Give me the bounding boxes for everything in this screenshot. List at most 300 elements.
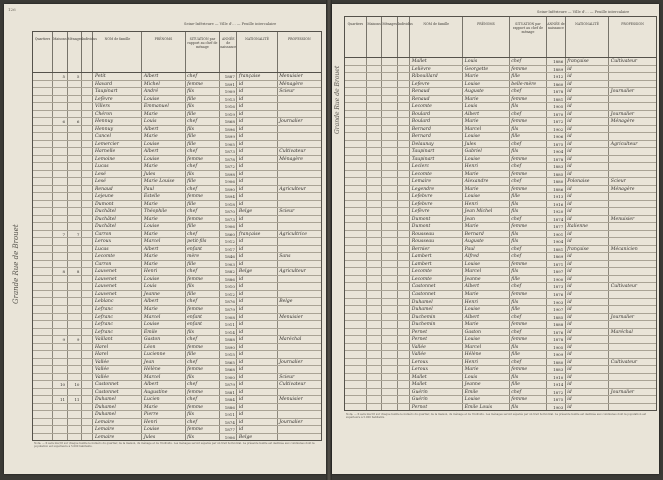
cell-maison <box>53 351 67 358</box>
cell-situation: femme <box>510 336 547 343</box>
table-row <box>33 321 321 329</box>
cell-menage <box>68 426 82 433</box>
cell-prenoms: Marcel <box>142 374 185 381</box>
cell-nationalite: id <box>566 163 610 170</box>
cell-annee: 1900 <box>220 374 237 381</box>
cell-quartier <box>345 216 367 223</box>
cell-annee: 1860 <box>547 81 566 88</box>
cell-individu <box>82 404 94 411</box>
cell-profession: Agricultrice <box>279 231 307 237</box>
cell-profession: Journalier <box>610 314 635 320</box>
cell-situation: fille <box>510 276 547 283</box>
cell-profession: Ménagère <box>279 156 303 162</box>
cell-prenoms: Jeanne <box>142 291 185 298</box>
table-row <box>33 111 321 119</box>
cell-situation: fille <box>186 261 221 268</box>
cell-menage <box>68 133 82 140</box>
cell-annee: 1875 <box>547 396 566 403</box>
cell-prenoms: Marie <box>142 231 185 238</box>
table-row <box>33 434 321 441</box>
cell-quartier <box>345 291 367 298</box>
cell-maison <box>53 163 67 170</box>
cell-nationalite: id <box>566 253 610 260</box>
cell-profession: Cultivateur <box>279 382 306 388</box>
cell-nationalite: id <box>566 374 610 381</box>
cell-individu <box>398 193 410 200</box>
cell-annee: 1883 <box>547 366 566 373</box>
cell-profession <box>609 238 656 245</box>
cell-annee: 1912 <box>220 238 237 245</box>
cell-prenoms: Bernard <box>463 231 510 238</box>
cell-profession: Agriculteur <box>279 186 306 192</box>
cell-quartier <box>33 111 53 118</box>
cell-prenoms: Henri <box>463 163 510 170</box>
column-header-nationalite: NATIONALITÉ <box>566 17 610 57</box>
cell-individu <box>398 133 410 140</box>
cell-nom: Petit <box>93 73 142 80</box>
cell-nationalite: id <box>237 178 277 185</box>
cell-maison <box>367 238 383 245</box>
cell-menage <box>68 344 82 351</box>
cell-annee: 1916 <box>220 103 237 110</box>
cell-maison <box>53 389 67 396</box>
table-row <box>345 381 656 389</box>
cell-maison <box>367 201 383 208</box>
cell-annee: 1904 <box>547 148 566 155</box>
page-header: Seine-Inférieure — Ville d'… — Feuille intercalaire <box>184 22 277 26</box>
cell-profession <box>278 216 321 223</box>
cell-nom: Harnelle <box>93 148 142 155</box>
cell-individu <box>82 171 94 178</box>
cell-prenoms: Henri <box>463 299 510 306</box>
cell-nom: Lemaire <box>93 419 142 426</box>
cell-profession: Maréchal <box>279 337 302 343</box>
cell-profession <box>278 321 321 328</box>
cell-annee: 1901 <box>547 231 566 238</box>
cell-maison <box>367 336 383 343</box>
cell-nom: Castonnet <box>93 381 142 388</box>
cell-situation: femme <box>510 96 547 103</box>
cell-quartier <box>33 81 53 88</box>
cell-prenoms: André <box>142 88 185 95</box>
table-header <box>33 32 321 73</box>
cell-menage <box>382 299 398 306</box>
cell-menage <box>68 298 82 305</box>
cell-nationalite: id <box>237 321 277 328</box>
cell-quartier <box>33 434 53 441</box>
cell-nationalite: id <box>566 404 610 411</box>
cell-prenoms: Auguste <box>463 238 510 245</box>
cell-situation: chef <box>510 178 547 185</box>
cell-situation: femme <box>186 366 221 373</box>
cell-maison <box>53 411 67 418</box>
cell-menage <box>382 374 398 381</box>
cell-situation: femme <box>510 118 547 125</box>
cell-profession <box>278 261 321 268</box>
cell-maison: 6 <box>53 118 67 125</box>
cell-nationalite: id <box>566 261 610 268</box>
cell-nationalite: id <box>566 306 610 313</box>
cell-maison <box>367 344 383 351</box>
cell-profession: Maréchal <box>610 329 633 335</box>
cell-quartier <box>345 118 367 125</box>
cell-nationalite: id <box>566 329 610 336</box>
table-row <box>33 81 321 89</box>
cell-menage <box>68 419 82 426</box>
cell-annee: 1886 <box>547 186 566 193</box>
cell-annee: 1889 <box>547 66 566 73</box>
cell-maison <box>367 171 383 178</box>
cell-nationalite: id <box>237 351 277 358</box>
cell-nationalite: id <box>566 111 610 118</box>
cell-maison <box>367 126 383 133</box>
cell-situation: femme <box>186 344 221 351</box>
cell-menage <box>68 171 82 178</box>
cell-menage <box>68 276 82 283</box>
cell-individu <box>82 366 94 373</box>
cell-quartier <box>33 156 53 163</box>
cell-annee: 1902 <box>547 126 566 133</box>
cell-maison <box>367 231 383 238</box>
cell-nom: Vallée <box>410 344 463 351</box>
cell-quartier <box>345 261 367 268</box>
cell-menage <box>382 261 398 268</box>
cell-quartier <box>345 359 367 366</box>
cell-menage <box>68 389 82 396</box>
cell-quartier <box>33 314 53 321</box>
column-header-annee: ANNÉE de naissance <box>220 32 237 72</box>
cell-nom: Lecomte <box>410 171 463 178</box>
cell-prenoms: Jeanne <box>463 381 510 388</box>
cell-maison <box>53 306 67 313</box>
cell-prenoms: Albert <box>142 126 185 133</box>
cell-individu <box>82 193 94 200</box>
cell-individu <box>398 283 410 290</box>
cell-individu <box>82 321 94 328</box>
cell-nationalite: id <box>566 231 610 238</box>
cell-prenoms: Henri <box>463 359 510 366</box>
table-row <box>33 118 321 126</box>
cell-situation: femme <box>186 426 221 433</box>
table-row <box>33 223 321 231</box>
cell-maison <box>53 88 67 95</box>
census-table <box>344 16 657 411</box>
cell-annee: 1846 <box>220 253 237 260</box>
cell-prenoms: Marie <box>142 133 185 140</box>
cell-situation: femme <box>186 216 221 223</box>
cell-situation: fils <box>510 344 547 351</box>
cell-nationalite: française <box>237 231 277 238</box>
cell-profession <box>278 276 321 283</box>
cell-maison <box>53 133 67 140</box>
cell-maison <box>53 276 67 283</box>
cell-quartier <box>345 156 367 163</box>
cell-prenoms: Albert <box>142 246 185 253</box>
cell-menage <box>382 276 398 283</box>
cell-prenoms: Marie <box>142 163 185 170</box>
cell-individu <box>82 81 94 88</box>
cell-annee: 1888 <box>220 336 237 343</box>
cell-prenoms: Marie <box>463 223 510 230</box>
cell-nom: Leroux <box>410 366 463 373</box>
cell-nom: Lecomte <box>93 253 142 260</box>
cell-menage <box>68 261 82 268</box>
footer-note: Nota. — Il sera inscrit sur chaque feuille le numéro du quartier, de la maison, du ménage et de l'individu. Les ménages seront séparés par un trait horizontal. La présente feuille est destinée aux communes dont la population est supérieure à 5.000 habitants. <box>346 413 647 420</box>
cell-profession <box>278 193 321 200</box>
cell-profession: Menuisier <box>279 397 303 403</box>
cell-nationalite: id <box>237 186 277 193</box>
cell-nom: Renaud <box>410 88 463 95</box>
cell-situation: femme <box>186 81 221 88</box>
cell-quartier <box>33 208 53 215</box>
cell-annee: 1914 <box>220 329 237 336</box>
cell-annee: 1876 <box>220 298 237 305</box>
cell-maison <box>367 141 383 148</box>
cell-nom: Duchemin <box>410 321 463 328</box>
cell-situation: chef <box>186 336 221 343</box>
cell-menage <box>68 321 82 328</box>
cell-nationalite: id <box>237 381 277 388</box>
cell-nom: Boulard <box>410 118 463 125</box>
cell-situation: femme <box>510 186 547 193</box>
cell-maison <box>367 58 383 65</box>
cell-prenoms: Louise <box>463 156 510 163</box>
cell-situation: fils <box>510 238 547 245</box>
table-row <box>33 426 321 434</box>
cell-prenoms: Jules <box>142 434 185 441</box>
cell-maison <box>53 426 67 433</box>
table-row <box>33 396 321 404</box>
cell-profession <box>278 163 321 170</box>
table-row <box>33 148 321 156</box>
table-row <box>33 329 321 337</box>
cell-prenoms: Marie <box>142 201 185 208</box>
cell-annee: 1915 <box>220 351 237 358</box>
cell-nom: Lemoine <box>93 156 142 163</box>
cell-nationalite: id <box>566 276 610 283</box>
cell-annee: 1875 <box>547 141 566 148</box>
cell-menage <box>382 329 398 336</box>
cell-annee: 1868 <box>220 366 237 373</box>
table-row <box>345 321 656 329</box>
cell-nationalite: id <box>566 186 610 193</box>
cell-maison <box>53 223 67 230</box>
cell-nom: Villers <box>93 103 142 110</box>
table-row <box>33 186 321 194</box>
cell-quartier <box>345 201 367 208</box>
table-row <box>33 141 321 149</box>
cell-situation: fille <box>510 351 547 358</box>
cell-menage <box>382 201 398 208</box>
cell-nationalite: id <box>566 96 610 103</box>
cell-quartier <box>33 329 53 336</box>
cell-individu <box>398 88 410 95</box>
cell-maison <box>367 329 383 336</box>
cell-individu <box>82 419 94 426</box>
cell-nationalite: id <box>566 299 610 306</box>
cell-menage: 6 <box>68 118 82 125</box>
cell-profession <box>278 178 321 185</box>
cell-maison <box>367 366 383 373</box>
cell-nom: Mallet <box>410 374 463 381</box>
column-header-individu: Individus <box>82 32 94 72</box>
page-header: Seine-Inférieure — Ville d'… — Feuille intercalaire <box>537 10 630 14</box>
cell-menage <box>382 186 398 193</box>
cell-quartier <box>33 336 53 343</box>
cell-quartier <box>33 126 53 133</box>
cell-quartier <box>33 253 53 260</box>
cell-quartier <box>345 208 367 215</box>
cell-nom: Lucas <box>93 163 142 170</box>
cell-menage <box>382 171 398 178</box>
table-header <box>345 17 656 58</box>
cell-nom: Dumont <box>410 223 463 230</box>
cell-nationalite: id <box>237 163 277 170</box>
cell-nom: Legendre <box>410 186 463 193</box>
census-table <box>32 31 322 441</box>
cell-profession: Journalier <box>610 389 635 395</box>
cell-maison <box>367 261 383 268</box>
cell-menage: 8 <box>68 268 82 275</box>
table-row <box>33 163 321 171</box>
cell-annee: 1868 <box>220 118 237 125</box>
cell-maison <box>53 208 67 215</box>
cell-annee: 1882 <box>220 268 237 275</box>
cell-nationalite: id <box>566 351 610 358</box>
cell-quartier <box>345 148 367 155</box>
cell-quartier <box>345 389 367 396</box>
cell-nom: Bernard <box>410 133 463 140</box>
column-header-menage: Ménages <box>382 17 398 57</box>
table-row <box>345 58 656 66</box>
table-body <box>345 58 656 410</box>
cell-maison: 9 <box>53 336 67 343</box>
cell-quartier <box>345 253 367 260</box>
cell-menage <box>382 314 398 321</box>
table-row <box>33 381 321 389</box>
column-header-situation: SITUATION par rapport au chef de ménage <box>186 32 221 72</box>
cell-nom: Rousseau <box>410 231 463 238</box>
cell-situation: petit-fils <box>186 238 221 245</box>
cell-nationalite: id <box>237 141 277 148</box>
cell-quartier <box>33 133 53 140</box>
table-row <box>345 359 656 367</box>
cell-profession: Sans <box>279 254 291 260</box>
cell-quartier <box>33 276 53 283</box>
cell-individu <box>82 103 94 110</box>
cell-situation: femme <box>510 156 547 163</box>
table-row <box>345 291 656 299</box>
cell-prenoms: Marie <box>142 261 185 268</box>
cell-annee: 1874 <box>547 216 566 223</box>
cell-menage <box>382 344 398 351</box>
table-row <box>33 178 321 186</box>
cell-nom: Lefevre <box>410 81 463 88</box>
cell-nom: Lecomte <box>410 268 463 275</box>
cell-individu <box>398 186 410 193</box>
cell-quartier <box>345 404 367 411</box>
table-row <box>345 118 656 126</box>
cell-quartier <box>345 299 367 306</box>
column-header-profession: PROFESSION <box>621 22 644 26</box>
cell-nom: Pernot <box>410 404 463 411</box>
cell-menage <box>382 216 398 223</box>
cell-menage <box>382 81 398 88</box>
cell-profession <box>609 156 656 163</box>
cell-prenoms: Marie <box>463 291 510 298</box>
cell-quartier <box>33 381 53 388</box>
cell-situation: femme <box>510 66 547 73</box>
cell-nationalite: id <box>237 291 277 298</box>
cell-nationalite: id <box>566 201 610 208</box>
cell-nom: Havard <box>93 81 142 88</box>
cell-individu <box>398 344 410 351</box>
cell-nationalite: id <box>237 344 277 351</box>
cell-nationalite: id <box>566 291 610 298</box>
cell-profession <box>609 336 656 343</box>
cell-profession <box>278 111 321 118</box>
cell-annee: 1877 <box>220 426 237 433</box>
cell-situation: chef <box>186 359 221 366</box>
cell-profession <box>278 283 321 290</box>
cell-menage <box>382 351 398 358</box>
cell-individu <box>398 141 410 148</box>
cell-annee: 1878 <box>547 88 566 95</box>
cell-individu <box>82 156 94 163</box>
cell-annee: 1878 <box>547 336 566 343</box>
cell-profession: Cultivateur <box>279 149 306 155</box>
cell-nationalite: id <box>237 329 277 336</box>
cell-nationalite: id <box>237 261 277 268</box>
cell-individu <box>398 336 410 343</box>
cell-quartier <box>33 283 53 290</box>
cell-nationalite: id <box>237 88 277 95</box>
cell-profession <box>609 396 656 403</box>
cell-annee: 1908 <box>220 314 237 321</box>
cell-nom: Duchâtel <box>93 208 142 215</box>
cell-individu <box>82 216 94 223</box>
cell-prenoms: Louis <box>463 58 510 65</box>
cell-prenoms: Paul <box>142 186 185 193</box>
cell-nom: Castonnet <box>93 389 142 396</box>
table-row <box>345 171 656 179</box>
cell-maison <box>53 201 67 208</box>
cell-profession <box>278 389 321 396</box>
cell-annee: 1905 <box>547 103 566 110</box>
cell-menage <box>68 283 82 290</box>
cell-maison <box>367 314 383 321</box>
cell-annee: 1888 <box>547 321 566 328</box>
cell-menage <box>68 291 82 298</box>
cell-nationalite: id <box>566 314 610 321</box>
cell-annee: 1903 <box>547 299 566 306</box>
cell-individu <box>398 96 410 103</box>
cell-menage <box>68 374 82 381</box>
cell-maison <box>53 291 67 298</box>
cell-maison <box>53 171 67 178</box>
cell-nom: Dumont <box>410 216 463 223</box>
cell-profession: Cultivateur <box>610 284 638 290</box>
cell-annee: 1919 <box>220 111 237 118</box>
cell-menage <box>68 329 82 336</box>
cell-profession <box>278 96 321 103</box>
cell-profession: Menuisier <box>279 314 303 320</box>
cell-prenoms: Marie <box>463 186 510 193</box>
cell-menage <box>382 193 398 200</box>
cell-nationalite: id <box>237 336 277 343</box>
cell-profession <box>609 404 656 411</box>
cell-nationalite: id <box>237 148 277 155</box>
